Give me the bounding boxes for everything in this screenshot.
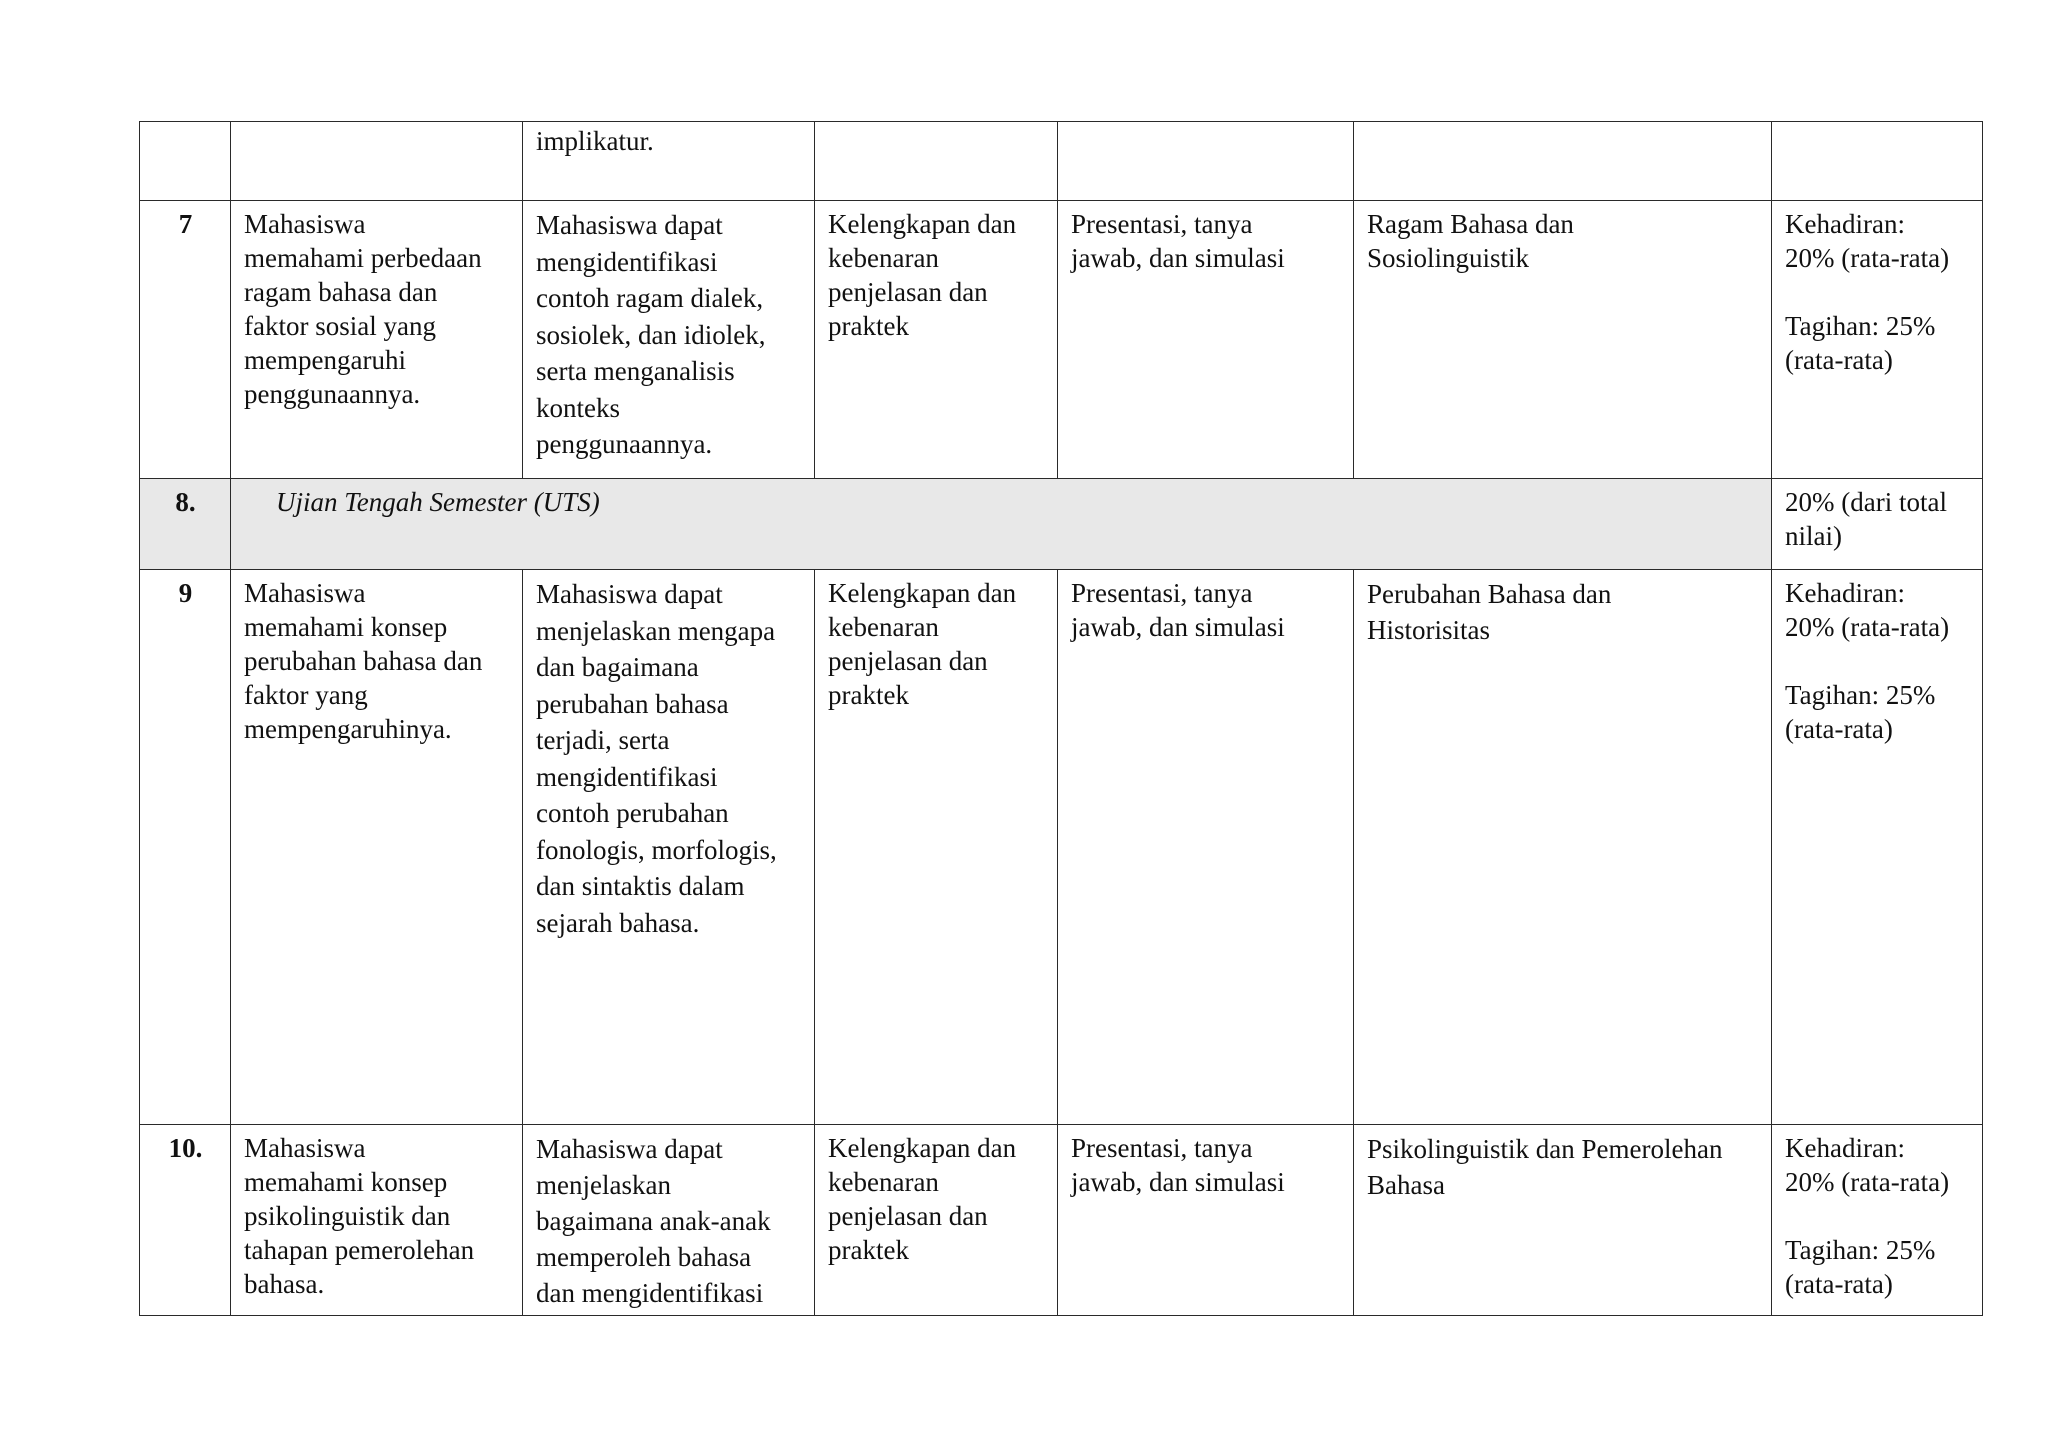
table-row-uts — [140, 479, 1983, 570]
cell-criteria: Kelengkapan dan kebenaran penjelasan dan praktek — [815, 570, 1058, 1125]
cell-method: Presentasi, tanya jawab, dan simulasi — [1058, 570, 1354, 1125]
cell-week-number: 10. — [140, 1125, 231, 1316]
cell-learning-outcome — [231, 122, 523, 201]
cell-weight-uts: 20% (dari total nilai) — [1772, 479, 1983, 570]
rps-table — [139, 121, 1983, 1316]
cell-method — [1058, 122, 1354, 201]
cell-criteria — [815, 122, 1058, 201]
table-row — [140, 570, 1983, 1125]
cell-week-number: 9 — [140, 570, 231, 1125]
cell-indicator: Mahasiswa dapat menjelaskan bagaimana anak-anak memperoleh bahasa dan mengidentifikasi — [523, 1125, 815, 1316]
table-row — [140, 122, 1983, 201]
cell-weight — [1772, 201, 1983, 479]
weight-attendance: Kehadiran: 20% (rata-rata) — [1785, 1133, 1950, 1197]
weight-assignment: Tagihan: 25% (rata-rata) — [1785, 1235, 1936, 1299]
table-row — [140, 201, 1983, 479]
uts-label: Ujian Tengah Semester (UTS) — [231, 479, 1772, 570]
cell-learning-outcome: Mahasiswa memahami perbedaan ragam bahasa dan faktor sosial yang mempengaruhi penggunaannya. — [231, 201, 523, 479]
weight-assignment: Tagihan: 25% (rata-rata) — [1785, 311, 1936, 375]
cell-material: Perubahan Bahasa dan Historisitas — [1354, 570, 1772, 1125]
cell-material — [1354, 122, 1772, 201]
table-row — [140, 1125, 1983, 1316]
cell-learning-outcome: Mahasiswa memahami konsep psikolinguistik dan tahapan pemerolehan bahasa. — [231, 1125, 523, 1316]
cell-method: Presentasi, tanya jawab, dan simulasi — [1058, 201, 1354, 479]
cell-criteria: Kelengkapan dan kebenaran penjelasan dan praktek — [815, 1125, 1058, 1316]
cell-method: Presentasi, tanya jawab, dan simulasi — [1058, 1125, 1354, 1316]
cell-weight — [1772, 1125, 1983, 1316]
cell-learning-outcome: Mahasiswa memahami konsep perubahan bahasa dan faktor yang mempengaruhinya. — [231, 570, 523, 1125]
cell-indicator: implikatur. — [523, 122, 815, 201]
cell-week-number — [140, 122, 231, 201]
cell-weight — [1772, 570, 1983, 1125]
cell-material: Ragam Bahasa dan Sosiolinguistik — [1354, 201, 1772, 479]
weight-assignment: Tagihan: 25% (rata-rata) — [1785, 680, 1936, 744]
cell-material: Psikolinguistik dan Pemerolehan Bahasa — [1354, 1125, 1772, 1316]
cell-criteria: Kelengkapan dan kebenaran penjelasan dan praktek — [815, 201, 1058, 479]
weight-attendance: Kehadiran: 20% (rata-rata) — [1785, 209, 1950, 273]
cell-week-number: 8. — [140, 479, 231, 570]
weight-attendance: Kehadiran: 20% (rata-rata) — [1785, 578, 1950, 642]
cell-weight — [1772, 122, 1983, 201]
cell-week-number: 7 — [140, 201, 231, 479]
cell-indicator: Mahasiswa dapat menjelaskan mengapa dan bagaimana perubahan bahasa terjadi, serta mengidentifikasi contoh perubahan fonologis, morfologis, dan sintaktis dalam sejarah bahasa. — [523, 570, 815, 1125]
cell-indicator: Mahasiswa dapat mengidentifikasi contoh ragam dialek, sosiolek, dan idiolek, serta menganalisis konteks penggunaannya. — [523, 201, 815, 479]
